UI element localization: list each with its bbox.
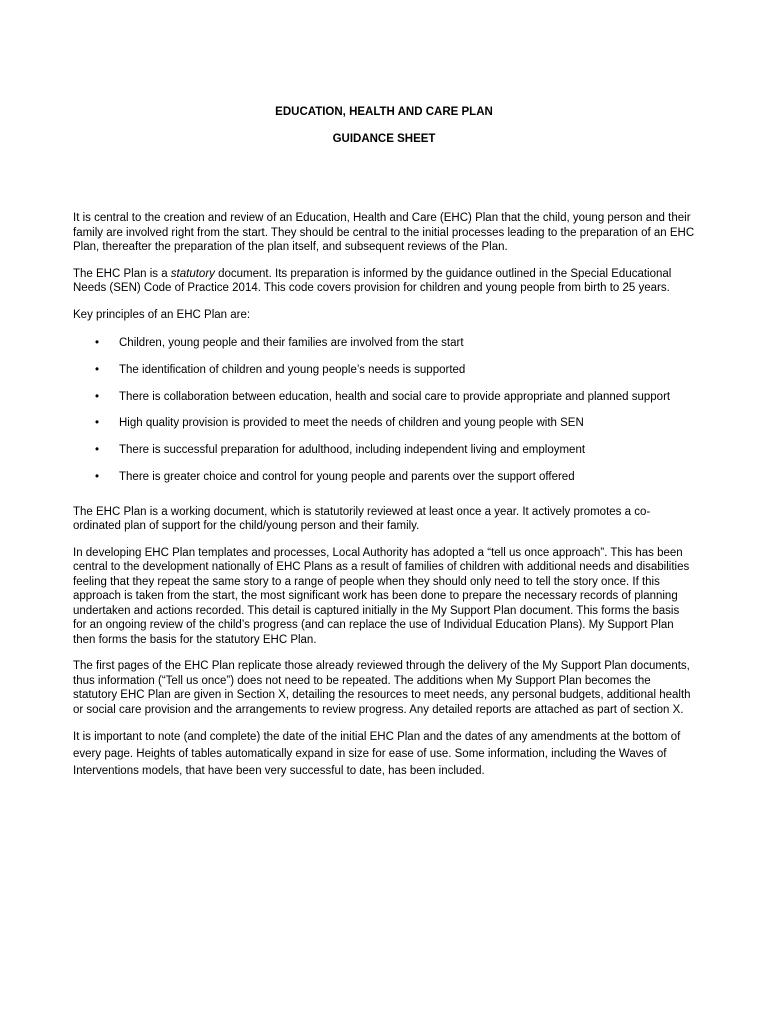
principles-list xyxy=(73,336,695,497)
list-item xyxy=(73,336,695,363)
bullet-icon: • xyxy=(95,337,100,349)
list-item-text: There is successful preparation for adulthood, including independent living and employment xyxy=(119,444,586,457)
list-item xyxy=(73,390,695,417)
bullet-icon: • xyxy=(95,470,100,483)
list-item xyxy=(73,443,695,470)
list-item xyxy=(73,470,695,497)
intro-paragraph: It is central to the creation and review of an Education, Health and Care (EHC) Plan that the child, young person and their family are involved right from the start. They should be central to the initial processes leading to the preparation of an EHC Plan, thereafter the preparation of the plan itself, and subsequent reviews of the Plan. xyxy=(73,212,695,253)
statutory-paragraph xyxy=(73,267,695,296)
bullet-icon: • xyxy=(95,363,100,376)
principles-intro: Key principles of an EHC Plan are: xyxy=(73,308,251,321)
document-subtitle: GUIDANCE SHEET xyxy=(332,133,436,145)
bullet-icon: • xyxy=(95,444,100,457)
list-item-text: The identification of children and young people’s needs is supported xyxy=(119,363,466,376)
statutory-emphasis: statutory xyxy=(170,267,215,280)
statutory-paragraph-end: document. Its preparation is informed by the guidance outlined in the Special Educational Needs (SEN) Code of Practice 2014. This code covers provision for children and young people from birth to 25 years. xyxy=(73,267,672,294)
list-item-text: There is collaboration between education, health and social care to provide appropriate and planned support xyxy=(119,390,671,403)
bullet-icon: • xyxy=(95,390,100,403)
list-item xyxy=(73,363,695,390)
dates-paragraph: It is important to note (and complete) the date of the initial EHC Plan and the dates of any amendments at the bottom of every page. Heights of tables automatically expand in size for ease of use. Some information, including the Waves of Interventions models, that have been very successful to date, has been included. xyxy=(73,731,681,778)
tell-us-once-paragraph: In developing EHC Plan templates and processes, Local Authority has adopted a “tell us once approach”. This has been central to the development nationally of EHC Plans as a result of families of children with additional needs and disabilities feeling that they repeat the same story to a range of people when they should only need to tell the story once. If this approach is taken from the start, the most significant work has been done to prepare the necessary records of planning undertaken and actions recorded. This detail is captured initially in the My Support Plan document. This forms the basis for an ongoing review of the child’s progress (and can replace the use of Individual Education Plans). My Support Plan then forms the basis for the statutory EHC Plan. xyxy=(73,546,690,646)
list-item xyxy=(73,416,695,443)
bullet-icon: • xyxy=(95,417,100,430)
list-item-text: Children, young people and their families are involved from the start xyxy=(119,337,464,349)
working-document-paragraph: The EHC Plan is a working document, which is statutorily reviewed at least once a year. It actively promotes a co-ordinated plan of support for the child/young person and their family. xyxy=(73,505,651,533)
statutory-paragraph-start: The EHC Plan is a xyxy=(73,267,171,280)
list-item-text: There is greater choice and control for young people and parents over the support offered xyxy=(119,470,575,483)
list-item-text: High quality provision is provided to meet the needs of children and young people with SEN xyxy=(119,417,584,430)
document-title: EDUCATION, HEALTH AND CARE PLAN xyxy=(275,106,493,118)
document-body xyxy=(73,211,695,792)
first-pages-paragraph: The first pages of the EHC Plan replicate those already reviewed through the delivery of the My Support Plan documents, thus information (“Tell us once”) does not need to be repeated. The additions when My Support Plan becomes the statutory EHC Plan are given in Section X, detailing the resources to meet needs, any personal budgets, additional health or social care provision and the arrangements to review progress. Any detailed reports are attached as part of section X. xyxy=(73,660,691,716)
